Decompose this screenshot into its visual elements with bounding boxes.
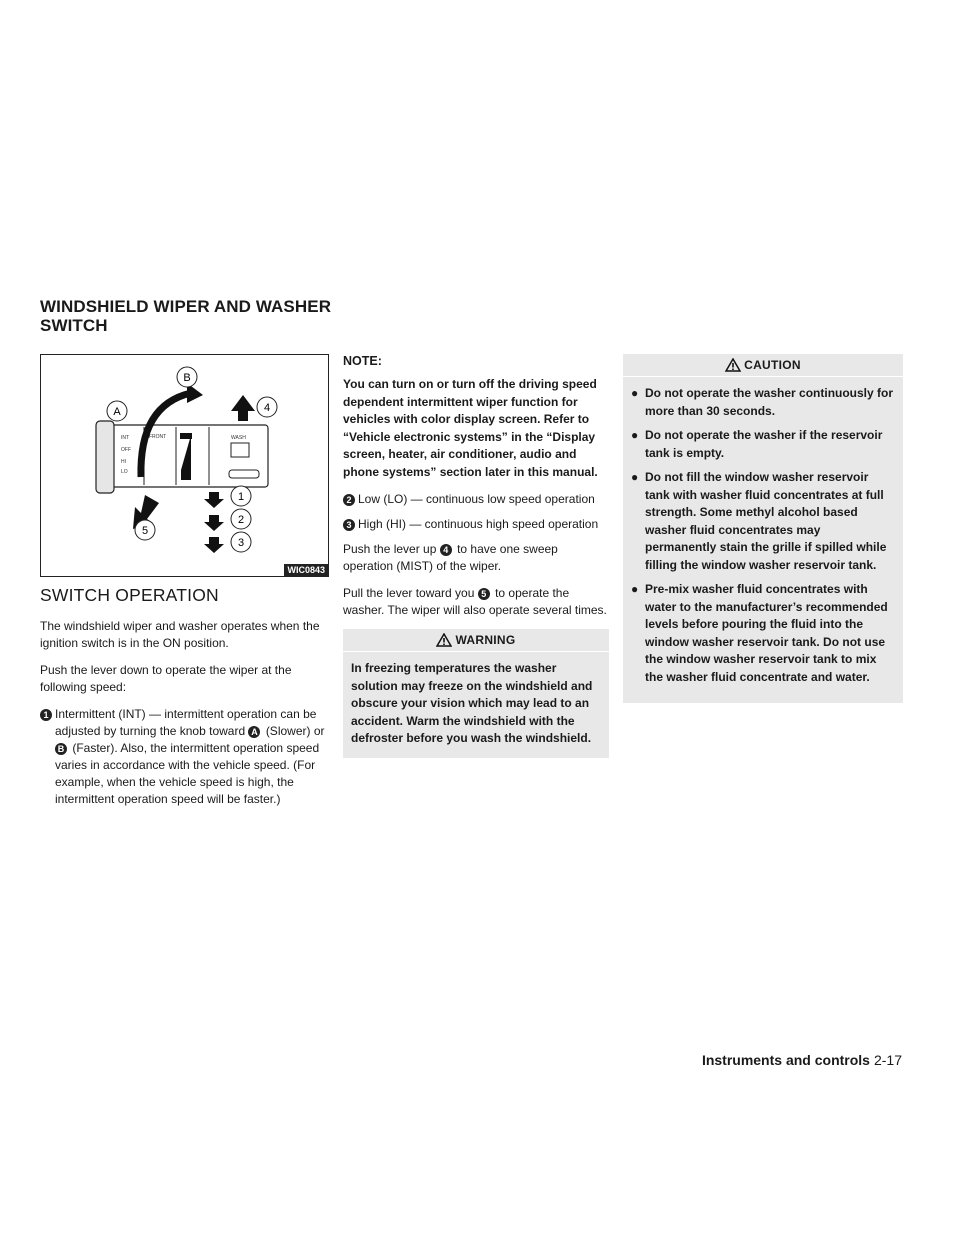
panel-wash-label: WASH	[231, 435, 246, 441]
washer-text-a: Pull the lever toward you	[343, 586, 475, 600]
item1-text-b: (Slower) or	[265, 724, 325, 738]
left-column	[40, 354, 329, 816]
panel-hi-label: HI	[121, 459, 126, 465]
caution-text: Pre-mix washer fluid concentrates with water to the manufacturer’s recommended levels before pouring the fluid into the window washer reservoir tank. Do not use the window washer reservoir tank to mix the washer fluid concentrate and water.	[645, 582, 888, 684]
right-column	[623, 354, 903, 703]
caution-text: Do not fill the window washer reservoir tank with washer fluid concentrates at full strength. Some methyl alcohol based washer fluid concentrates may permanently stain the grille if spilled while filling the window washer reservoir tank.	[645, 470, 887, 572]
item1-text-c: (Faster). Also, the intermittent operation speed varies in accordance with the vehicle speed. (For example, when the vehicle speed is high, the intermittent operation speed will be faster.)	[55, 741, 320, 806]
page-heading: WINDSHIELD WIPER AND WASHER SWITCH	[40, 297, 332, 335]
circle-5-icon: 5	[478, 588, 490, 600]
warning-header	[343, 629, 609, 652]
caution-bullet	[631, 385, 895, 420]
section-title: SWITCH OPERATION	[40, 585, 219, 605]
middle-column	[343, 354, 609, 758]
caution-bullet	[631, 469, 895, 574]
footer-section: Instruments and controls	[701, 1052, 870, 1068]
figure-code: WIC0843	[284, 564, 328, 576]
caution-title: CAUTION	[744, 358, 801, 372]
item2-text: Low (LO) — continuous low speed operation	[358, 492, 595, 506]
bullet-dot-icon: ●	[631, 428, 639, 442]
mist-text-b: to have one sweep operation (MIST) of the wiper.	[343, 542, 558, 573]
callout-a: A	[113, 406, 121, 418]
item3-text: High (HI) — continuous high speed operation	[358, 517, 599, 531]
caution-body	[623, 377, 903, 686]
circle-b-icon: B	[55, 743, 67, 755]
panel-lo-label: LO	[121, 469, 128, 475]
circle-2-icon: 2	[343, 494, 355, 506]
caution-text: Do not operate the washer continuously for more than 30 seconds.	[645, 386, 894, 418]
callout-1: 1	[237, 491, 245, 503]
callout-b: B	[183, 372, 191, 384]
callout-4: 4	[263, 402, 271, 414]
panel-off-label: OFF	[121, 447, 131, 453]
mist-text-a: Push the lever up	[343, 542, 437, 556]
push-paragraph: Push the lever down to operate the wiper at the following speed:	[40, 663, 292, 694]
warning-title: WARNING	[455, 633, 516, 647]
callout-2: 2	[237, 514, 245, 526]
list-item-2	[343, 491, 609, 508]
warning-triangle-icon	[436, 633, 452, 647]
warning-body: In freezing temperatures the washer solution may freeze on the windshield and obscure your vision which may lead to an accident. Warm the windshield with the defroster before you wash the windshield.	[351, 661, 593, 745]
note-title: NOTE:	[343, 354, 382, 368]
page-number: 2-17	[873, 1052, 902, 1068]
mist-paragraph	[343, 541, 609, 575]
list-item-3	[343, 516, 609, 533]
circle-1-icon: 1	[40, 709, 52, 721]
washer-text-b: to operate the washer. The wiper will also operate several times.	[343, 586, 607, 617]
page-footer	[702, 1052, 902, 1068]
washer-paragraph	[343, 585, 609, 619]
item1-text-a: Intermittent (INT) — intermittent operation can be adjusted by turning the knob toward	[55, 707, 317, 738]
callout-5: 5	[141, 525, 149, 537]
caution-bullet	[631, 581, 895, 686]
list-item-1	[40, 706, 329, 808]
circle-a-icon: A	[248, 726, 260, 738]
circle-3-icon: 3	[343, 519, 355, 531]
circle-4-icon: 4	[440, 544, 452, 556]
caution-triangle-icon	[725, 358, 741, 372]
bullet-dot-icon: ●	[631, 582, 639, 596]
callout-3: 3	[237, 537, 245, 549]
caution-header	[623, 354, 903, 377]
caution-box	[623, 354, 903, 703]
panel-front-label: FRONT	[149, 434, 167, 440]
bullet-dot-icon: ●	[631, 386, 639, 400]
caution-text: Do not operate the washer if the reservoir tank is empty.	[645, 428, 883, 460]
wiper-switch-diagram	[41, 355, 328, 576]
panel-int-label: INT	[121, 435, 130, 441]
caution-bullet	[631, 427, 895, 462]
intro-paragraph: The windshield wiper and washer operates when the ignition switch is in the ON position.	[40, 619, 320, 650]
warning-box	[343, 629, 609, 758]
bullet-dot-icon: ●	[631, 470, 639, 484]
wiper-switch-figure	[40, 354, 329, 577]
note-body: You can turn on or turn off the driving speed dependent intermittent wiper function for vehicles with color display screen. Refer to “Vehicle electronic systems” in the “Display screen, heater, air conditioner, audio and phone systems” section later in this manual.	[343, 377, 598, 479]
